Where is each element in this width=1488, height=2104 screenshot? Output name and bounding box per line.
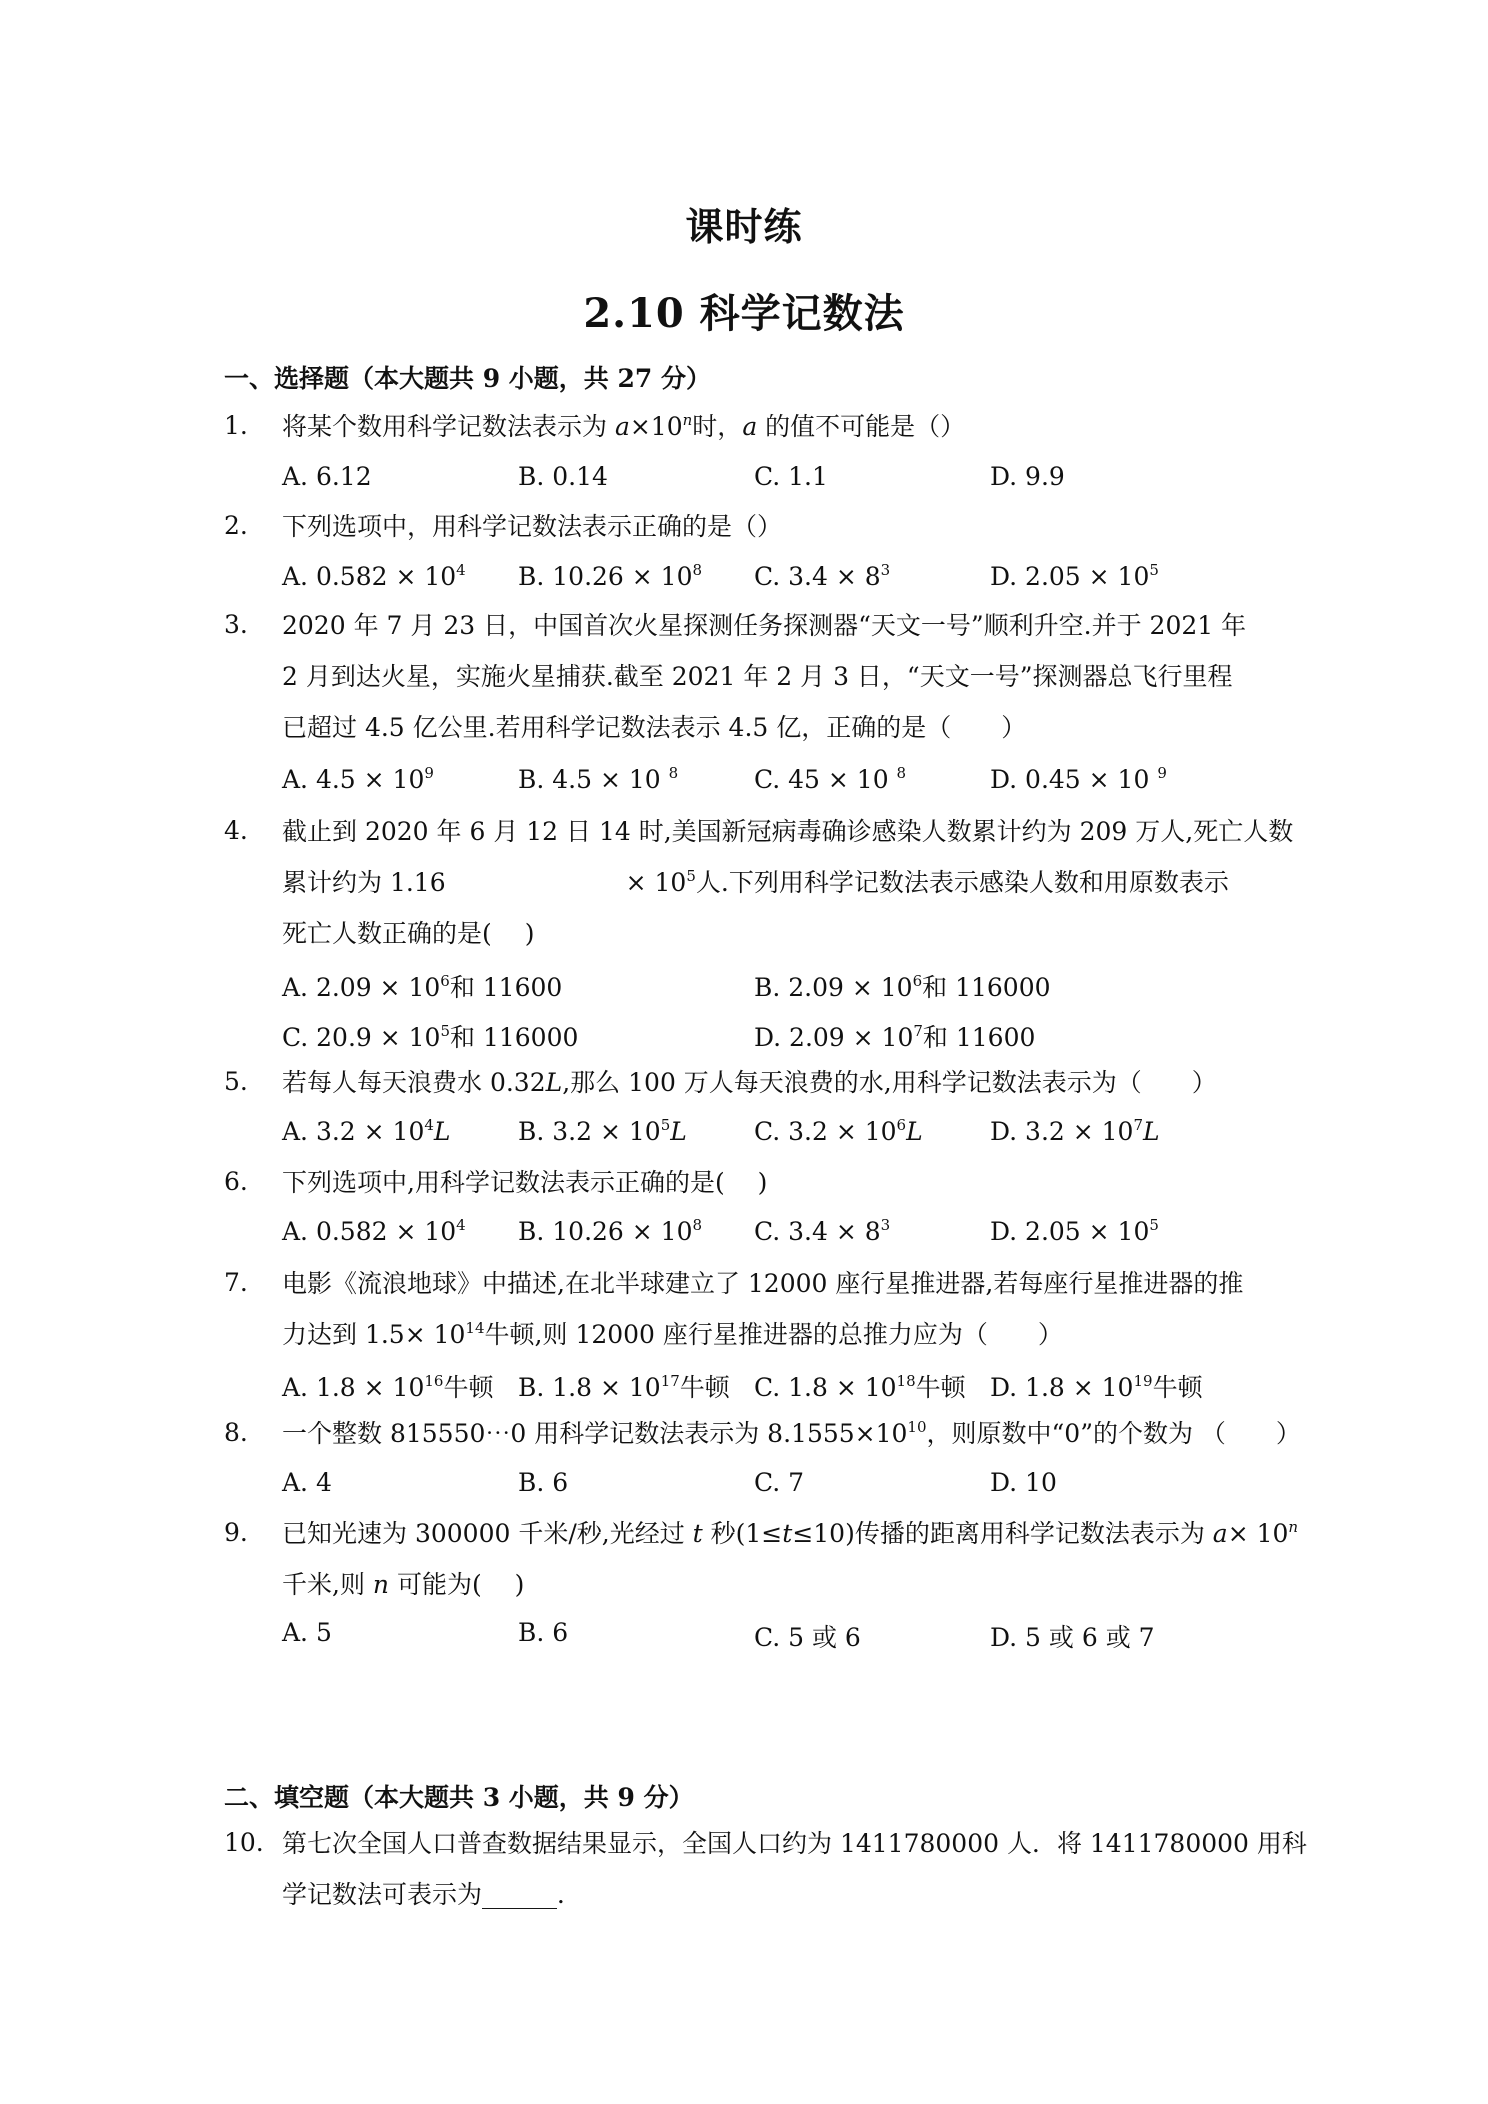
question-text: 将某个数用科学记数法表示为 $a\times 10^n$时，a 的值不可能是（） <box>282 411 966 441</box>
option-b[interactable]: B. 6 <box>518 1618 569 1647</box>
question-number: 5. <box>224 1067 248 1096</box>
options-q4-row1 <box>282 968 1282 1008</box>
options-q6 <box>282 1217 1282 1257</box>
question-number: 9. <box>224 1518 248 1547</box>
options-q8 <box>282 1468 1282 1508</box>
question-number: 4. <box>224 816 248 845</box>
option-d[interactable]: D. $2.09 \times 10^7$和 11600 <box>754 1022 1036 1052</box>
option-d[interactable]: D. $2.05 \times 10^5$ <box>990 561 1159 591</box>
option-b[interactable]: B. 4.5 × 10 $^8$ <box>518 764 679 794</box>
option-a[interactable]: A. 4 <box>282 1468 332 1497</box>
question-number: 7. <box>224 1268 248 1297</box>
question-text: 下列选项中，用科学记数法表示正确的是（） <box>282 512 783 541</box>
option-d[interactable]: D. $1.8 \times 10^{19}$牛顿 <box>990 1372 1203 1402</box>
option-a[interactable]: A. $3.2 \times 10^4L$ <box>282 1116 451 1146</box>
option-d[interactable]: D. 9.9 <box>990 462 1065 491</box>
question-number: 1. <box>224 411 248 440</box>
question-text: 下列选项中,用科学记数法表示正确的是( ) <box>282 1168 768 1197</box>
option-a[interactable]: A. $1.8 \times 10^{16}$牛顿 <box>282 1372 494 1402</box>
option-b[interactable]: B. $10.26 \times 10^8$ <box>518 1216 703 1246</box>
option-d[interactable]: D. 10 <box>990 1468 1057 1497</box>
section-heading-fill: 二、填空题（本大题共 3 小题，共 9 分） <box>224 1783 694 1812</box>
question-number: 6. <box>224 1167 248 1196</box>
option-c[interactable]: C. $3.4 \times 8^3$ <box>754 561 891 591</box>
options-q9 <box>282 1618 1282 1658</box>
question-text: 2020 年 7 月 23 日，中国首次火星探测任务探测器“天文一号”顺利升空.并于 2021 年 2 月到达火星，实施火星捕获.截至 2021 年 2 月 3 日，“天文一号”探测器总飞行里程 已超过 4.5 亿公里.若用科学记数法表示 4.5 亿，正确的是（ ） <box>282 611 1247 742</box>
options-q2 <box>282 562 1282 602</box>
option-b[interactable]: B. $1.8 \times 10^{17}$牛顿 <box>518 1372 730 1402</box>
question-number: 10. <box>224 1828 264 1857</box>
option-c[interactable]: C. $3.4 \times 8^3$ <box>754 1216 891 1246</box>
question-text: 一个整数 815550⋯0 用科学记数法表示为 $8.1555\times 10^{10}$，则原数中“0”的个数为 （ ） <box>282 1418 1301 1448</box>
options-q3 <box>282 765 1282 805</box>
question-number: 8. <box>224 1418 248 1447</box>
question-number: 2. <box>224 511 248 540</box>
question-number: 3. <box>224 610 248 639</box>
option-d[interactable]: D. 5 或 6 或 7 <box>990 1623 1155 1652</box>
question-text: 电影《流浪地球》中描述,在北半球建立了 12000 座行星推进器,若每座行星推进器的推 力达到 $1.5\times 10^{14}$牛顿,则 12000 座行星推进器的总推力应为（ ） <box>282 1269 1244 1349</box>
option-b[interactable]: B. 6 <box>518 1468 569 1497</box>
question-text: 若每人每天浪费水 0.32L,那么 100 万人每天浪费的水,用科学记数法表示为（ ） <box>282 1068 1217 1097</box>
option-c[interactable]: C. $1.8 \times 10^{18}$牛顿 <box>754 1372 966 1402</box>
options-q5 <box>282 1117 1282 1157</box>
option-a[interactable]: A. $0.582 \times 10^4$ <box>282 561 466 591</box>
option-d[interactable]: D. $2.05 \times 10^5$ <box>990 1216 1159 1246</box>
question-text: 截止到 2020 年 6 月 12 日 14 时,美国新冠病毒确诊感染人数累计约为 209 万人,死亡人数 累计约为 $1.16 \times 10^5$人.下列用科学记数法表示感染人数和用原数表示 死亡人数正确的是( ) <box>282 817 1294 948</box>
options-q4-row2 <box>282 1018 1282 1058</box>
option-b[interactable]: B. 0.14 <box>518 462 608 491</box>
options-q7 <box>282 1368 1282 1408</box>
option-d[interactable]: D. $3.2 \times 10^7L$ <box>990 1116 1160 1146</box>
options-q1 <box>282 462 1282 502</box>
option-c[interactable]: C. 45 × 10 $^8$ <box>754 764 907 794</box>
option-c[interactable]: C. $20.9 \times 10^5$和 116000 <box>282 1022 579 1052</box>
option-c[interactable]: C. 5 或 6 <box>754 1623 861 1652</box>
page-title: 课时练 <box>685 204 803 249</box>
option-b[interactable]: B. $3.2 \times 10^5L$ <box>518 1116 687 1146</box>
option-a[interactable]: A. $0.582 \times 10^4$ <box>282 1216 466 1246</box>
page-subtitle: 2.10 科学记数法 <box>583 290 905 337</box>
option-a[interactable]: A. $2.09 \times 10^6$和 11600 <box>282 972 563 1002</box>
option-b[interactable]: B. $10.26 \times 10^8$ <box>518 561 703 591</box>
option-a[interactable]: A. $4.5 \times 10^9$ <box>282 764 434 794</box>
question-text: 已知光速为 300000 千米/秒,光经过 t 秒(1≤t≤10)传播的距离用科学记数法表示为 $a\times 10^n$ 千米,则 n 可能为( ) <box>282 1518 1299 1599</box>
option-c[interactable]: C. $3.2 \times 10^6L$ <box>754 1116 923 1146</box>
section-heading-choice: 一、选择题（本大题共 9 小题，共 27 分） <box>224 364 712 393</box>
option-c[interactable]: C. 7 <box>754 1468 805 1497</box>
option-c[interactable]: C. 1.1 <box>754 462 828 491</box>
option-d[interactable]: D. 0.45 × 10 $^9$ <box>990 764 1167 794</box>
question-text: 第七次全国人口普查数据结果显示，全国人口约为 1411780000 人．将 1411780000 用科 学记数法可表示为______． <box>282 1829 1307 1909</box>
option-a[interactable]: A. 5 <box>282 1618 332 1647</box>
option-b[interactable]: B. $2.09 \times 10^6$和 116000 <box>754 972 1051 1002</box>
option-a[interactable]: A. 6.12 <box>282 462 372 491</box>
